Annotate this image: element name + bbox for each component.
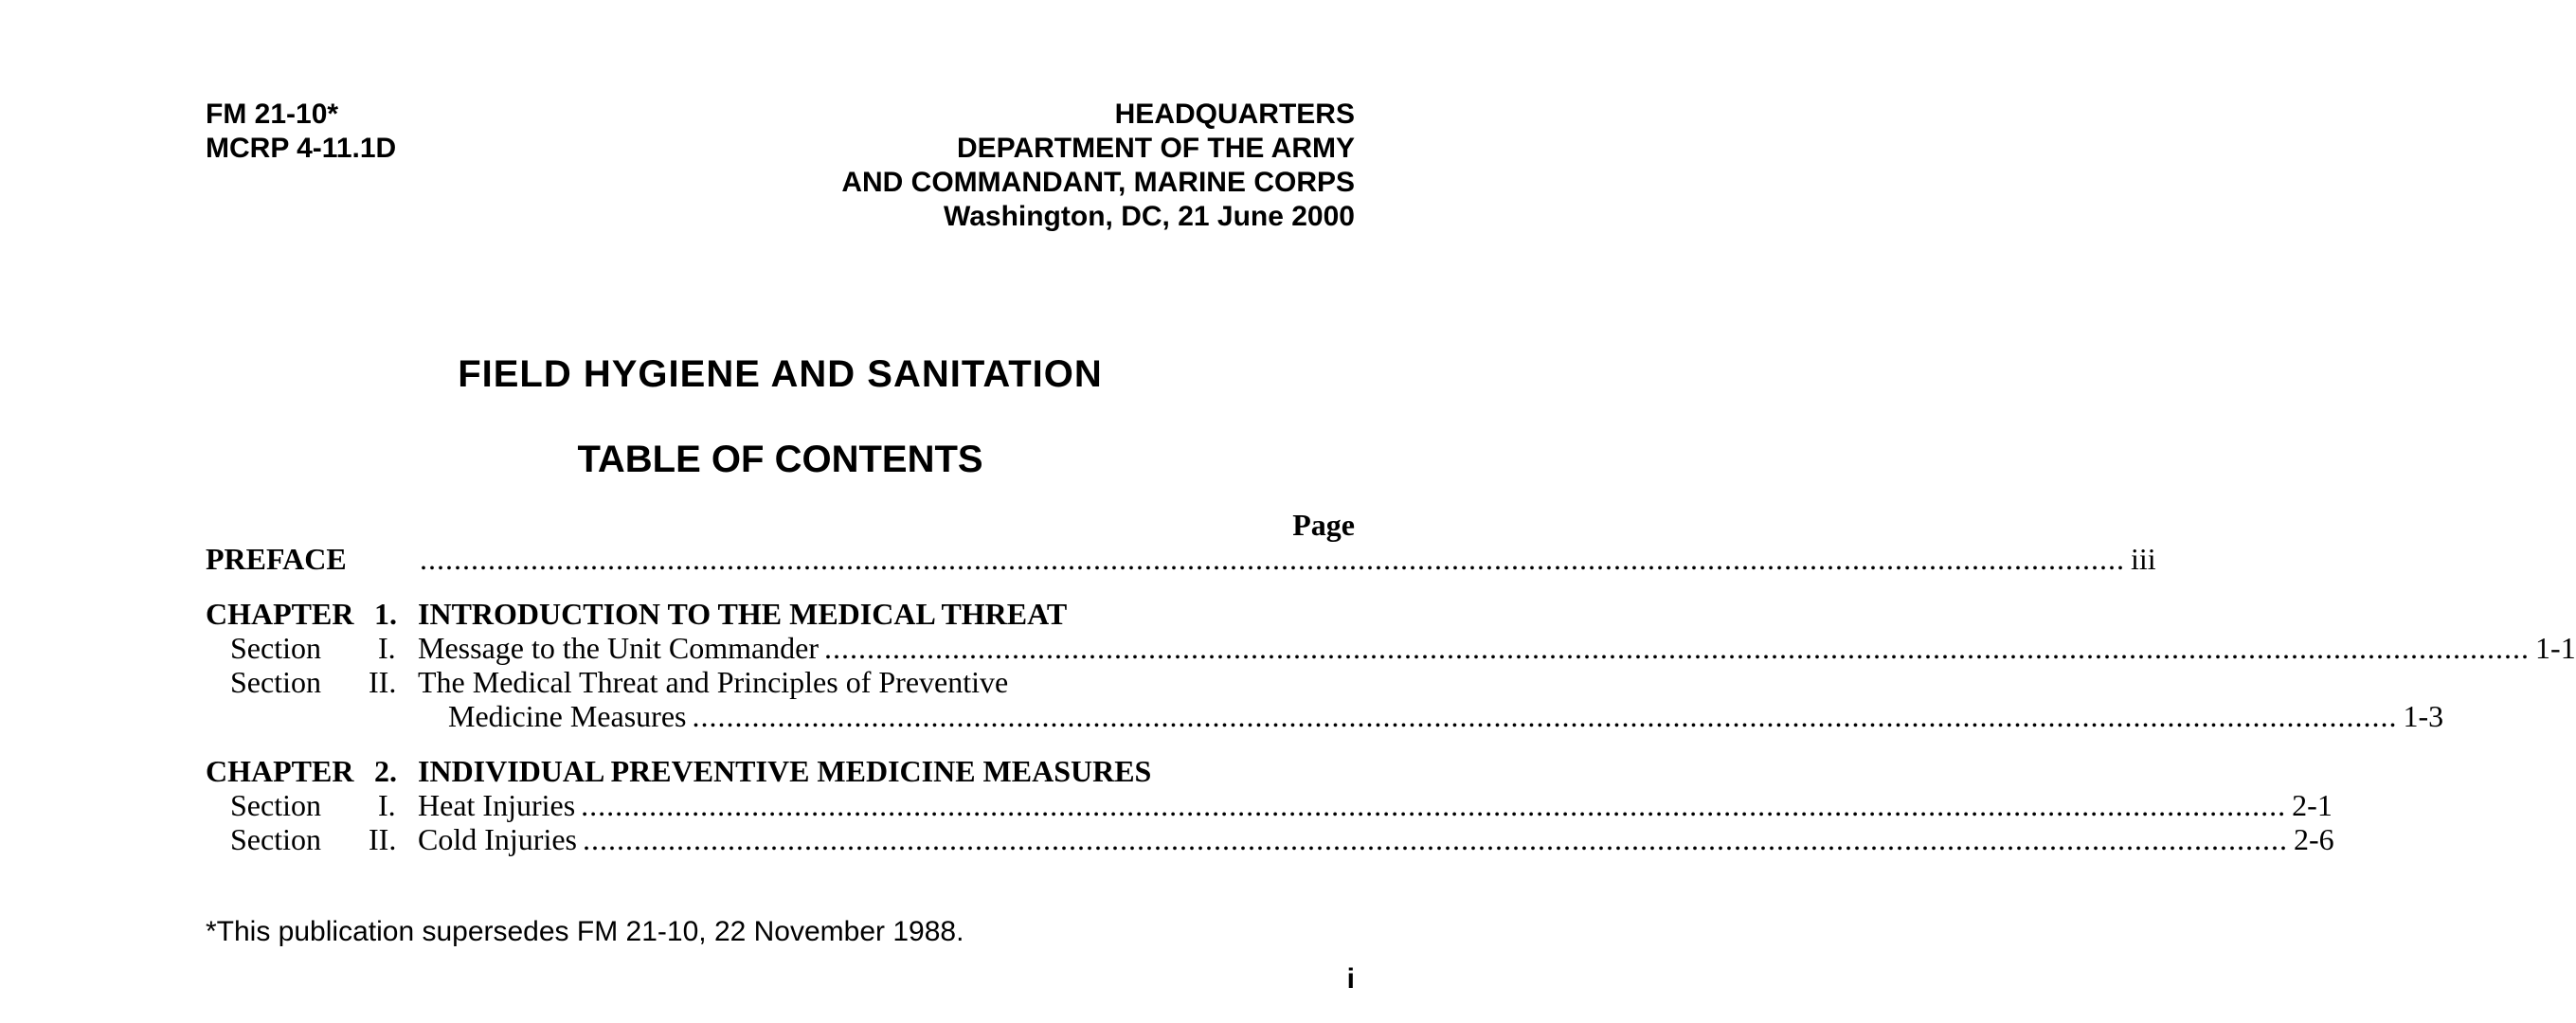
table-of-contents xyxy=(206,508,2576,856)
section-numeral: I. xyxy=(378,788,396,822)
toc-section-2-1[interactable] xyxy=(206,788,2333,822)
issuing-authority xyxy=(841,98,1355,234)
date-line: Washington, DC, 21 June 2000 xyxy=(944,201,1355,232)
chapter-title: INDIVIDUAL PREVENTIVE MEDICINE MEASURES xyxy=(418,754,1152,788)
section-title-continuation: Medicine Measures xyxy=(448,699,687,733)
publication-ids xyxy=(206,98,396,166)
headquarters-line: HEADQUARTERS xyxy=(1114,99,1355,130)
page-number: i xyxy=(1346,963,1355,995)
department-line: DEPARTMENT OF THE ARMY xyxy=(957,133,1355,164)
toc-section-2-2[interactable] xyxy=(206,822,2334,856)
chapter-title: INTRODUCTION TO THE MEDICAL THREAT xyxy=(418,597,1068,631)
section-title: Message to the Unit Commander xyxy=(418,631,820,665)
toc-chapter-2[interactable] xyxy=(206,754,1355,788)
fm-number: FM 21-10* xyxy=(206,99,339,130)
page-column-heading: Page xyxy=(1292,508,1355,542)
chapter-number: 1. xyxy=(374,597,397,631)
dot-leader: ........................................................................................................................................................................................................ xyxy=(420,542,2125,576)
supersedes-footnote: *This publication supersedes FM 21-10, 22 November 1988. xyxy=(206,916,964,947)
document-title: FIELD HYGIENE AND SANITATION xyxy=(458,353,1103,395)
section-page: 2-6 xyxy=(2293,822,2334,856)
chapter-label: CHAPTER xyxy=(206,754,354,788)
toc-entry-preface[interactable] xyxy=(206,542,2156,576)
dot-leader: ........................................................................................................................................................................................................ xyxy=(581,788,2287,822)
chapter-label: CHAPTER xyxy=(206,597,354,631)
toc-chapter-1[interactable] xyxy=(206,597,1355,631)
toc-section-1-2[interactable] xyxy=(206,665,1355,699)
section-title: The Medical Threat and Principles of Preventive xyxy=(418,665,1009,699)
section-numeral: II. xyxy=(369,665,397,699)
toc-section-1-1[interactable] xyxy=(206,631,2576,665)
preface-page: iii xyxy=(2131,542,2156,576)
section-label: Section xyxy=(230,822,321,856)
dot-leader: ........................................................................................................................................................................................................ xyxy=(692,699,2398,733)
section-page: 2-1 xyxy=(2292,788,2333,822)
section-label: Section xyxy=(230,631,321,665)
section-label: Section xyxy=(230,665,321,699)
dot-leader: ........................................................................................................................................................................................................ xyxy=(824,631,2531,665)
section-page: 1-3 xyxy=(2403,699,2444,733)
mcrp-number: MCRP 4-11.1D xyxy=(206,133,397,164)
toc-title: TABLE OF CONTENTS xyxy=(577,439,983,480)
dot-leader: ........................................................................................................................................................................................................ xyxy=(582,822,2288,856)
section-label: Section xyxy=(230,788,321,822)
section-numeral: II. xyxy=(369,822,397,856)
section-title: Cold Injuries xyxy=(418,822,577,856)
commandant-line: AND COMMANDANT, MARINE CORPS xyxy=(841,167,1355,198)
section-numeral: I. xyxy=(378,631,396,665)
preface-label: PREFACE xyxy=(206,542,347,576)
chapter-number: 2. xyxy=(374,754,397,788)
toc-section-1-2-continuation[interactable] xyxy=(206,699,2444,733)
section-page: 1-1 xyxy=(2535,631,2576,665)
section-title: Heat Injuries xyxy=(418,788,576,822)
toc-page-heading-row xyxy=(206,508,1355,542)
